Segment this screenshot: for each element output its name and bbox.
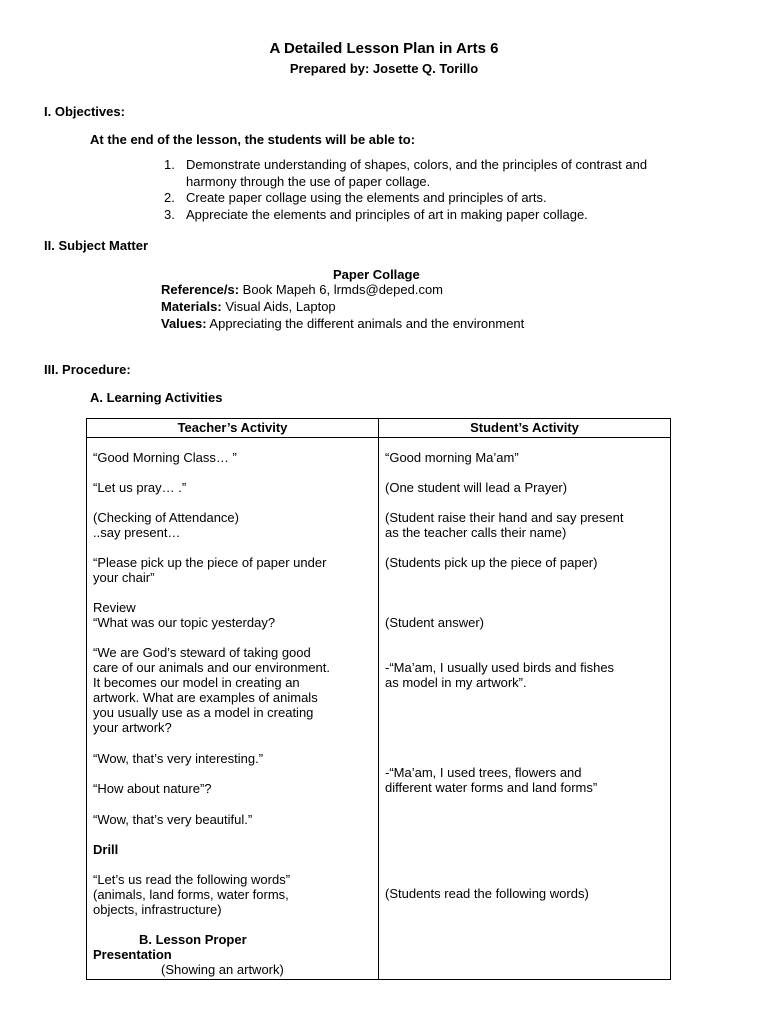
activity-table [86, 418, 671, 980]
teacher-line: (Checking of Attendance) [93, 510, 239, 525]
student-line: (Students pick up the piece of paper) [385, 555, 598, 570]
objective-item: 1. Demonstrate understanding of shapes, colors, and the principles of contrast and harmony through the use of paper collage. [164, 157, 648, 189]
teacher-line: “Please pick up the piece of paper under [93, 555, 327, 570]
objective-item: 3. Appreciate the elements and principles of art in making paper collage. [164, 206, 588, 222]
teacher-line: “What was our topic yesterday? [93, 615, 276, 630]
teacher-line: artwork. What are examples of animals [93, 690, 318, 705]
teacher-activity-header: Teacher’s Activity [87, 419, 379, 438]
objectives-list [164, 157, 734, 223]
teacher-line: It becomes our model in creating an [93, 675, 300, 690]
lesson-proper-heading: B. Lesson Proper [139, 932, 247, 947]
student-line: -“Ma’am, I usually used birds and fishes [385, 660, 615, 675]
teacher-activity-cell [87, 438, 379, 980]
subject-matter-heading: II. Subject Matter [44, 238, 149, 253]
student-line: (Student raise their hand and say present [385, 510, 624, 525]
teacher-line: “Let us pray… .” [93, 480, 187, 495]
student-line: -“Ma’am, I used trees, flowers and [385, 765, 582, 780]
presentation-heading: Presentation [93, 947, 172, 962]
teacher-line: you usually use as a model in creating [93, 705, 314, 720]
teacher-line: “How about nature”? [93, 781, 212, 796]
references-line: Reference/s: Book Mapeh 6, lrmds@deped.com [161, 282, 444, 297]
teacher-line: Review [93, 600, 136, 615]
student-line: (Student answer) [385, 615, 484, 630]
teacher-line: “Wow, that’s very beautiful.” [93, 812, 253, 827]
student-line: (Students read the following words) [385, 886, 589, 901]
student-activity-cell [379, 438, 671, 980]
teacher-line: your artwork? [93, 720, 172, 735]
teacher-line: “Wow, that’s very interesting.” [93, 751, 264, 766]
drill-heading: Drill [93, 842, 119, 857]
objectives-heading: I. Objectives: [44, 104, 125, 119]
teacher-line: objects, infrastructure) [93, 902, 222, 917]
values-line: Values: Appreciating the different animals and the environment [161, 316, 525, 331]
teacher-line: “Good Morning Class… ” [93, 450, 237, 465]
objectives-intro: At the end of the lesson, the students will be able to: [90, 132, 416, 147]
teacher-line: (animals, land forms, water forms, [93, 887, 289, 902]
prepared-by: Prepared by: Josette Q. Torillo [289, 61, 479, 76]
student-activity-header: Student’s Activity [379, 419, 671, 438]
student-line: “Good morning Ma’am” [385, 450, 519, 465]
learning-activities-heading: A. Learning Activities [90, 390, 223, 405]
teacher-line: ..say present… [93, 525, 181, 540]
teacher-line: care of our animals and our environment. [93, 660, 331, 675]
student-line: as model in my artwork”. [385, 675, 527, 690]
teacher-line: “Let’s us read the following words” [93, 872, 291, 887]
document-title: A Detailed Lesson Plan in Arts 6 [269, 40, 499, 57]
procedure-heading: III. Procedure: [44, 362, 131, 377]
objective-item: 2. Create paper collage using the elements and principles of arts. [164, 190, 547, 205]
student-line: (One student will lead a Prayer) [385, 480, 568, 495]
student-line: as the teacher calls their name) [385, 525, 567, 540]
teacher-line: (Showing an artwork) [161, 962, 284, 977]
materials-line: Materials: Visual Aids, Laptop [161, 299, 336, 314]
teacher-line: your chair” [93, 570, 155, 585]
teacher-line: “We are God’s steward of taking good [93, 645, 311, 660]
student-line: different water forms and land forms” [385, 780, 598, 795]
subject-topic: Paper Collage [333, 267, 420, 282]
